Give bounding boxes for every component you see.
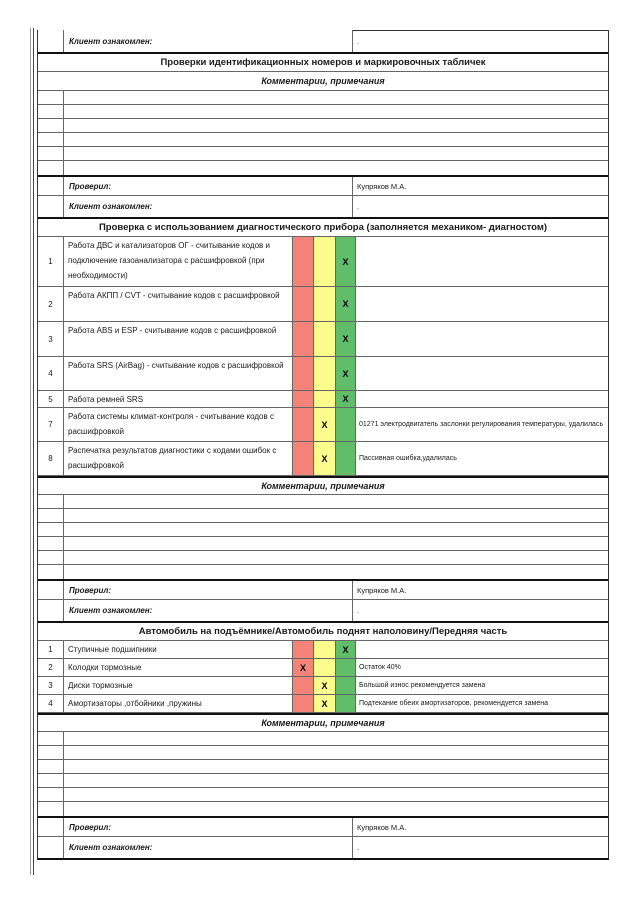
comment-cell: 01271 электродвигатель заслонки регулирования температуры, удалилась [359, 421, 604, 428]
check-item-label: Работа ДВС и катализаторов ОГ - считывание кодов и подключение газоанализатора с расшифровкой (при необходимости) [64, 237, 293, 286]
comment-cell [356, 391, 608, 407]
empty-comment-row [38, 551, 608, 565]
stub-cell [38, 196, 64, 217]
section-title-text: Проверки идентификационных номеров и маркировочных табличек [160, 57, 486, 68]
status-green-cell: X [336, 357, 356, 390]
empty-comment-row [38, 147, 608, 161]
check-item-label: Работа SRS (AirBag) - считывание кодов с расшифровкой [64, 357, 293, 390]
client-ack-row [38, 837, 608, 858]
status-yellow-cell: X [314, 695, 336, 712]
comment-cell [356, 641, 608, 658]
comment-cell [356, 357, 608, 390]
check-item-label: Амортизаторы ,отбойники ,пружины [64, 695, 293, 712]
status-red-cell [293, 442, 314, 475]
stub-cell [38, 600, 64, 621]
status-yellow-cell: X [314, 408, 336, 441]
row-number: 2 [38, 287, 64, 321]
comment-line [64, 161, 608, 175]
comment-line [64, 565, 608, 579]
status-red-cell [293, 391, 314, 407]
status-green-cell: X [336, 322, 356, 356]
stub-cell [38, 91, 64, 104]
inspection-table [37, 30, 609, 860]
binding-margin-line [30, 28, 31, 875]
check-row-1 [38, 641, 608, 659]
section-title-diagnostics [38, 217, 608, 237]
stub-cell [38, 774, 64, 787]
comment-line [64, 105, 608, 118]
empty-comment-row [38, 91, 608, 105]
empty-comment-row [38, 565, 608, 579]
check-row-2 [38, 659, 608, 677]
check-row-3 [38, 322, 608, 357]
status-green-cell: X [336, 237, 356, 286]
comment-line [64, 802, 608, 816]
comment-line [64, 147, 608, 160]
comment-cell: Подтекание обеих амортизаторов, рекомендуется замена [359, 700, 548, 707]
inspector-row [38, 579, 608, 600]
status-green-cell: X [336, 641, 356, 658]
client-ack-label: Клиент ознакомлен: [64, 600, 353, 621]
empty-comment-row [38, 105, 608, 119]
comment-line [64, 509, 608, 522]
comments-title-text: Комментарии, примечания [261, 76, 385, 86]
comment-line [64, 732, 608, 745]
status-yellow-cell [314, 391, 336, 407]
row-number: 5 [38, 391, 64, 407]
check-item-label: Колодки тормозные [64, 659, 293, 676]
row-number: 1 [38, 237, 64, 286]
comment-cell [356, 287, 608, 321]
inspector-name: Купряков М.А. [357, 181, 407, 191]
check-item-label: Работа системы климат-контроля - считывание кодов с расшифровкой [64, 408, 293, 441]
client-ack-label: Клиент ознакомлен: [64, 837, 353, 858]
comments-title [38, 476, 608, 495]
comment-cell: Большой износ рекомендуется замена [359, 682, 486, 689]
comment-line [64, 551, 608, 564]
stub-cell [38, 581, 64, 599]
stub-cell [38, 837, 64, 858]
stub-cell [38, 537, 64, 550]
empty-comment-row [38, 760, 608, 774]
status-red-cell: X [293, 659, 314, 676]
check-row-4 [38, 695, 608, 713]
row-number: 2 [38, 659, 64, 676]
empty-comment-row [38, 537, 608, 551]
inspector-row [38, 175, 608, 196]
comment-line [64, 495, 608, 508]
row-number: 3 [38, 322, 64, 356]
stub-cell [38, 105, 64, 118]
stub-cell [38, 818, 64, 836]
check-row-1 [38, 237, 608, 287]
empty-comment-row [38, 523, 608, 537]
empty-comment-row [38, 495, 608, 509]
client-ack-value: . [353, 30, 608, 52]
comment-line [64, 760, 608, 773]
status-yellow-cell: X [314, 677, 336, 694]
stub-cell [38, 30, 64, 52]
check-item-label: Работа ремней SRS [64, 391, 293, 407]
stub-cell [38, 119, 64, 132]
check-row-8 [38, 442, 608, 476]
stub-cell [38, 788, 64, 801]
section-title-text: Проверка с использованием диагностического прибора (заполняется механиком- диагностом) [98, 222, 548, 233]
inspector-label: Проверил: [64, 581, 353, 599]
inspector-label: Проверил: [64, 177, 353, 195]
client-ack-label: Клиент ознакомлен: [64, 196, 353, 217]
status-red-cell [293, 357, 314, 390]
status-red-cell [293, 237, 314, 286]
check-row-3 [38, 677, 608, 695]
comment-line [64, 91, 608, 104]
status-yellow-cell [314, 659, 336, 676]
status-green-cell [336, 677, 356, 694]
binding-margin-line [33, 28, 34, 875]
status-yellow-cell [314, 641, 336, 658]
comment-cell: Пассивная ошибка,удалилась [359, 455, 457, 462]
check-row-7 [38, 408, 608, 442]
stub-cell [38, 760, 64, 773]
empty-comment-row [38, 133, 608, 147]
status-red-cell [293, 695, 314, 712]
client-ack-label: Клиент ознакомлен: [64, 30, 353, 52]
stub-cell [38, 732, 64, 745]
section-title-ids [38, 52, 608, 72]
stub-cell [38, 177, 64, 195]
comment-cell [356, 237, 608, 286]
status-green-cell: X [336, 287, 356, 321]
row-number: 7 [38, 408, 64, 441]
client-ack-value: . [357, 843, 360, 852]
stub-cell [38, 161, 64, 175]
check-row-5 [38, 391, 608, 408]
comment-line [64, 133, 608, 146]
comment-line [64, 746, 608, 759]
status-red-cell [293, 677, 314, 694]
row-number: 8 [38, 442, 64, 475]
status-red-cell [293, 287, 314, 321]
comment-cell: Остаток 40% [359, 664, 401, 671]
row-number: 3 [38, 677, 64, 694]
empty-comment-row [38, 732, 608, 746]
stub-cell [38, 509, 64, 522]
comments-title [38, 713, 608, 732]
comment-line [64, 774, 608, 787]
comment-line [64, 523, 608, 536]
status-yellow-cell: X [314, 442, 336, 475]
status-red-cell [293, 408, 314, 441]
empty-comment-row [38, 119, 608, 133]
check-row-2 [38, 287, 608, 322]
comments-title-text: Комментарии, примечания [261, 481, 385, 491]
status-yellow-cell [314, 237, 336, 286]
status-yellow-cell [314, 287, 336, 321]
stub-cell [38, 495, 64, 508]
stub-cell [38, 147, 64, 160]
comment-line [64, 119, 608, 132]
section-title-lift-front [38, 621, 608, 641]
status-green-cell: X [336, 391, 356, 407]
inspector-row [38, 816, 608, 837]
status-green-cell [336, 442, 356, 475]
section-title-text: Автомобиль на подъёмнике/Автомобиль поднят наполовину/Передняя часть [138, 626, 508, 637]
status-green-cell [336, 659, 356, 676]
row-number: 4 [38, 357, 64, 390]
status-red-cell [293, 641, 314, 658]
comment-line [64, 537, 608, 550]
status-yellow-cell [314, 322, 336, 356]
status-yellow-cell [314, 357, 336, 390]
comment-line [64, 788, 608, 801]
comments-title-text: Комментарии, примечания [261, 718, 385, 728]
check-item-label: Распечатка результатов диагностики с кодами ошибок с расшифровкой [64, 442, 293, 475]
row-number: 4 [38, 695, 64, 712]
check-item-label: Диски тормозные [64, 677, 293, 694]
client-ack-row [38, 600, 608, 621]
comments-title [38, 72, 608, 91]
stub-cell [38, 565, 64, 579]
status-green-cell [336, 408, 356, 441]
empty-comment-row [38, 774, 608, 788]
stub-cell [38, 746, 64, 759]
status-green-cell [336, 695, 356, 712]
empty-comment-row [38, 509, 608, 523]
client-ack-row [38, 30, 608, 52]
stub-cell [38, 802, 64, 816]
empty-comment-row [38, 161, 608, 175]
empty-comment-row [38, 746, 608, 760]
stub-cell [38, 551, 64, 564]
inspector-name: Купряков М.А. [357, 585, 407, 595]
inspector-label: Проверил: [64, 818, 353, 836]
client-ack-row [38, 196, 608, 217]
check-item-label: Работа ABS и ESP - считывание кодов с расшифровкой [64, 322, 293, 356]
client-ack-value: . [357, 606, 360, 615]
comment-cell [356, 322, 608, 356]
status-red-cell [293, 322, 314, 356]
row-number: 1 [38, 641, 64, 658]
stub-cell [38, 133, 64, 146]
inspector-name: Купряков М.А. [357, 822, 407, 832]
empty-comment-row [38, 802, 608, 816]
check-row-4 [38, 357, 608, 391]
client-ack-value: . [357, 202, 360, 211]
empty-comment-row [38, 788, 608, 802]
stub-cell [38, 523, 64, 536]
check-item-label: Ступичные подшипники [64, 641, 293, 658]
check-item-label: Работа АКПП / CVT - считывание кодов с расшифровкой [64, 287, 293, 321]
